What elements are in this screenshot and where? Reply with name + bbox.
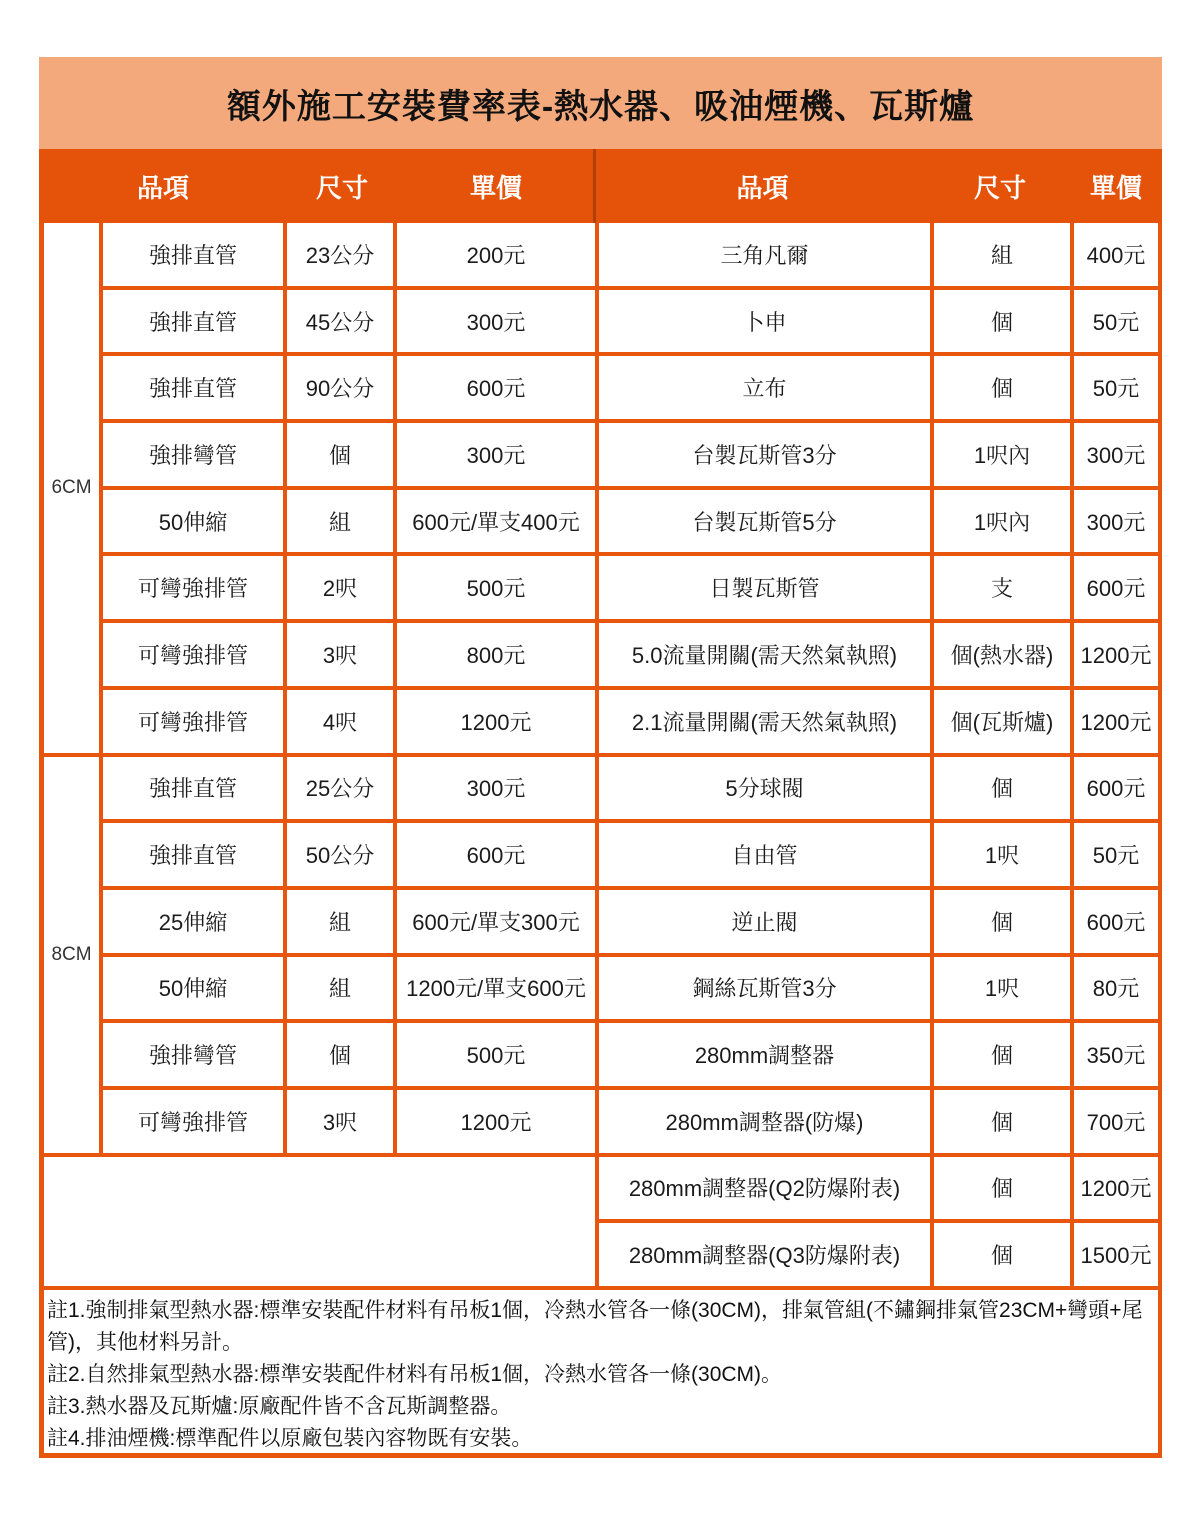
price-cell: 600元 <box>397 823 595 886</box>
item-cell: 強排直管 <box>103 290 283 353</box>
empty-merged-cell <box>44 1157 595 1286</box>
note-line: 註1.強制排氣型熱水器:標準安裝配件材料有吊板1個，冷熱水管各一條(30CM)，排氣管組(不鏽鋼排氣管23CM+彎頭+尾管)，其他材料另計。 <box>47 1299 1143 1354</box>
item-cell: 可彎強排管 <box>103 690 283 753</box>
row-group-label-6cm: 6CM <box>44 223 99 753</box>
price-cell: 200元 <box>397 223 595 286</box>
price-cell: 80元 <box>1074 957 1158 1020</box>
price-cell: 1200元/單支600元 <box>397 957 595 1020</box>
note-line: 註4.排油煙機:標準配件以原廠包裝內容物既有安裝。 <box>47 1427 533 1450</box>
item-cell: 2.1流量開關(需天然氣執照) <box>599 690 930 753</box>
size-cell: 個 <box>934 356 1070 419</box>
price-cell: 50元 <box>1074 356 1158 419</box>
item-cell: 可彎強排管 <box>103 556 283 619</box>
price-cell: 500元 <box>397 1023 595 1086</box>
size-cell: 3呎 <box>287 623 393 686</box>
rate-table-frame <box>39 57 1162 1458</box>
item-cell: 三角凡爾 <box>599 223 930 286</box>
item-cell: 強排彎管 <box>103 1023 283 1086</box>
header-size-label: 尺寸 <box>973 172 1026 203</box>
item-cell: 5.0流量開關(需天然氣執照) <box>599 623 930 686</box>
item-cell: 強排直管 <box>103 356 283 419</box>
price-cell: 700元 <box>1074 1090 1158 1153</box>
header-item-label: 品項 <box>136 172 189 203</box>
size-cell: 個 <box>934 1023 1070 1086</box>
size-cell: 個 <box>287 423 393 486</box>
item-cell: 280mm調整器(Q2防爆附表) <box>599 1157 930 1220</box>
header-item-label: 品項 <box>736 172 789 203</box>
size-cell: 個(熱水器) <box>934 623 1070 686</box>
price-cell: 50元 <box>1074 823 1158 886</box>
size-cell: 25公分 <box>287 757 393 820</box>
item-cell: 50伸縮 <box>103 490 283 553</box>
note-line: 註2.自然排氣型熱水器:標準安裝配件材料有吊板1個，冷熱水管各一條(30CM)。 <box>47 1363 783 1386</box>
header-price-label: 單價 <box>469 172 522 203</box>
size-cell: 2呎 <box>287 556 393 619</box>
table-header-right <box>595 149 1162 223</box>
header-price-label: 單價 <box>1089 172 1142 203</box>
price-cell: 1200元 <box>397 690 595 753</box>
size-cell: 3呎 <box>287 1090 393 1153</box>
table-header-row <box>39 149 1162 223</box>
notes-section <box>39 1286 1162 1458</box>
item-cell: 卜申 <box>599 290 930 353</box>
size-cell: 1呎 <box>934 957 1070 1020</box>
right-table <box>599 223 1158 1286</box>
size-cell: 個 <box>934 1157 1070 1220</box>
item-cell: 台製瓦斯管5分 <box>599 490 930 553</box>
item-cell: 日製瓦斯管 <box>599 556 930 619</box>
item-cell: 強排直管 <box>103 757 283 820</box>
size-cell: 個 <box>934 1090 1070 1153</box>
item-cell: 280mm調整器 <box>599 1023 930 1086</box>
size-cell: 個 <box>934 757 1070 820</box>
price-cell: 600元 <box>1074 757 1158 820</box>
item-cell: 自由管 <box>599 823 930 886</box>
price-cell: 300元 <box>397 290 595 353</box>
row-group-label-8cm: 8CM <box>44 757 99 1153</box>
price-cell: 300元 <box>1074 423 1158 486</box>
item-cell: 50伸縮 <box>103 957 283 1020</box>
price-cell: 400元 <box>1074 223 1158 286</box>
price-cell: 600元/單支400元 <box>397 490 595 553</box>
size-cell: 1呎內 <box>934 490 1070 553</box>
left-table <box>44 223 595 1286</box>
size-cell: 50公分 <box>287 823 393 886</box>
price-cell: 300元 <box>397 757 595 820</box>
price-cell: 300元 <box>1074 490 1158 553</box>
size-cell: 組 <box>287 957 393 1020</box>
price-cell: 800元 <box>397 623 595 686</box>
price-cell: 350元 <box>1074 1023 1158 1086</box>
item-cell: 強排直管 <box>103 823 283 886</box>
table-header-left <box>39 149 595 223</box>
price-cell: 1200元 <box>1074 690 1158 753</box>
item-cell: 立布 <box>599 356 930 419</box>
price-cell: 300元 <box>397 423 595 486</box>
size-cell: 個 <box>934 290 1070 353</box>
item-cell: 可彎強排管 <box>103 623 283 686</box>
item-cell: 280mm調整器(防爆) <box>599 1090 930 1153</box>
item-cell: 5分球閥 <box>599 757 930 820</box>
size-cell: 1呎 <box>934 823 1070 886</box>
size-cell: 組 <box>287 890 393 953</box>
item-cell: 可彎強排管 <box>103 1090 283 1153</box>
item-cell: 強排直管 <box>103 223 283 286</box>
item-cell: 鋼絲瓦斯管3分 <box>599 957 930 1020</box>
page-title: 額外施工安裝費率表-熱水器、吸油煙機、瓦斯爐 <box>39 57 1162 149</box>
item-cell: 台製瓦斯管3分 <box>599 423 930 486</box>
item-cell: 強排彎管 <box>103 423 283 486</box>
price-cell: 50元 <box>1074 290 1158 353</box>
size-cell: 組 <box>934 223 1070 286</box>
size-cell: 45公分 <box>287 290 393 353</box>
price-cell: 500元 <box>397 556 595 619</box>
size-cell: 支 <box>934 556 1070 619</box>
header-center-divider <box>593 149 596 223</box>
price-cell: 600元 <box>397 356 595 419</box>
size-cell: 個(瓦斯爐) <box>934 690 1070 753</box>
size-cell: 4呎 <box>287 690 393 753</box>
size-cell: 個 <box>287 1023 393 1086</box>
table-body <box>39 223 1162 1286</box>
size-cell: 個 <box>934 1223 1070 1286</box>
size-cell: 23公分 <box>287 223 393 286</box>
item-cell: 280mm調整器(Q3防爆附表) <box>599 1223 930 1286</box>
size-cell: 個 <box>934 890 1070 953</box>
size-cell: 90公分 <box>287 356 393 419</box>
price-cell: 1200元 <box>397 1090 595 1153</box>
price-cell: 1200元 <box>1074 1157 1158 1220</box>
price-cell: 600元 <box>1074 890 1158 953</box>
size-cell: 組 <box>287 490 393 553</box>
item-cell: 25伸縮 <box>103 890 283 953</box>
price-cell: 1200元 <box>1074 623 1158 686</box>
note-line: 註3.熱水器及瓦斯爐:原廠配件皆不含瓦斯調整器。 <box>47 1395 512 1418</box>
size-cell: 1呎內 <box>934 423 1070 486</box>
price-cell: 600元/單支300元 <box>397 890 595 953</box>
item-cell: 逆止閥 <box>599 890 930 953</box>
price-cell: 600元 <box>1074 556 1158 619</box>
price-cell: 1500元 <box>1074 1223 1158 1286</box>
header-size-label: 尺寸 <box>315 172 368 203</box>
